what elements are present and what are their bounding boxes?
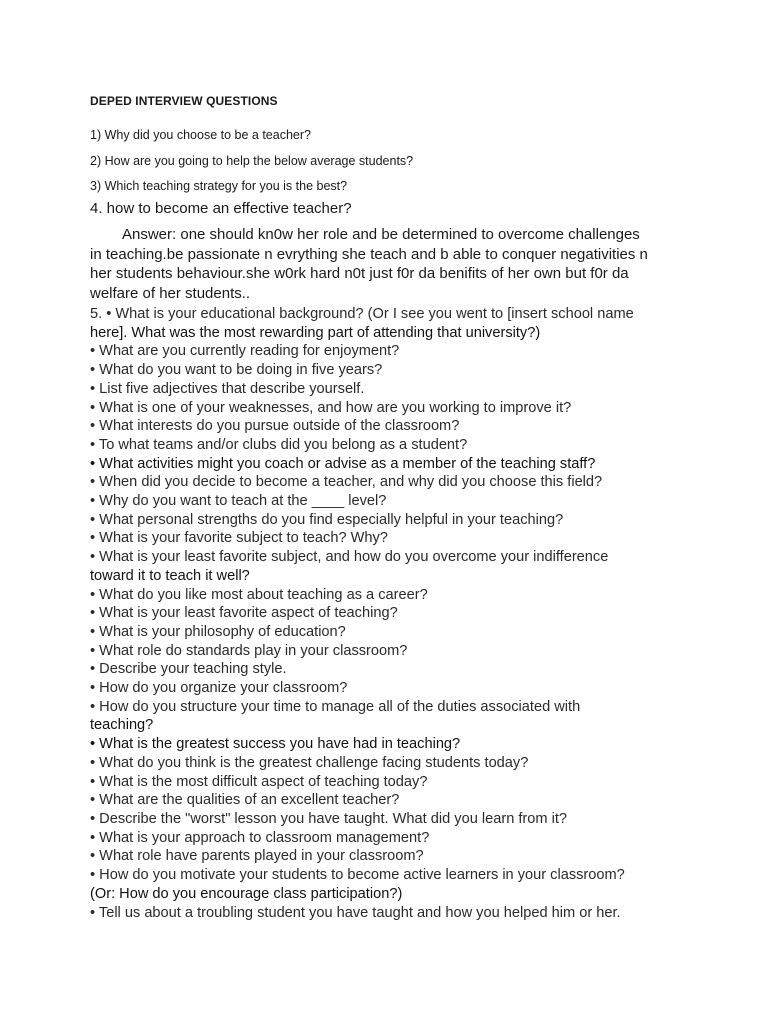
list-line: • What role do standards play in your classroom? <box>90 642 408 659</box>
list-line: toward it to teach it well? <box>90 567 250 584</box>
answer-line: her students behaviour.she w0rk hard n0t just f0r da benifits of her own but f0r da <box>90 265 629 282</box>
list-line: • What role have parents played in your classroom? <box>90 848 424 865</box>
list-line: • How do you structure your time to manage all of the duties associated with <box>90 698 581 715</box>
list-line: • How do you motivate your students to become active learners in your classroom? <box>90 867 625 884</box>
question-3: 3) Which teaching strategy for you is the best? <box>90 179 348 193</box>
list-line: • What is your least favorite aspect of teaching? <box>90 605 398 622</box>
answer-line: in teaching.be passionate n evrything she teach and b able to conquer negativities n <box>90 245 648 263</box>
list-line: • List five adjectives that describe yourself. <box>90 380 365 397</box>
list-line: teaching? <box>90 717 154 734</box>
list-line: • How do you organize your classroom? <box>90 680 348 697</box>
question-2: 2) How are you going to help the below average students? <box>90 154 414 168</box>
list-line: 5. • What is your educational background? (Or I see you went to [insert school name <box>90 306 634 322</box>
document-title: DEPED INTERVIEW QUESTIONS <box>90 94 278 108</box>
list-line: • What is your favorite subject to teach? Why? <box>90 530 388 547</box>
list-line: • What is the greatest success you have had in teaching? <box>90 736 461 753</box>
list-line: • What is your approach to classroom management? <box>90 829 430 846</box>
list-line: • What is your least favorite subject, and how do you overcome your indifference <box>90 549 609 566</box>
answer-line: welfare of her students.. <box>90 284 251 302</box>
list-line: (Or: How do you encourage class participation?) <box>90 885 403 902</box>
question-4: 4. how to become an effective teacher? <box>90 200 352 217</box>
question-1: 1) Why did you choose to be a teacher? <box>90 128 311 142</box>
list-line: • Tell us about a troubling student you have taught and how you helped him or her. <box>90 904 621 921</box>
list-line: • What are the qualities of an excellent teacher? <box>90 792 400 809</box>
list-line: • What is one of your weaknesses, and how are you working to improve it? <box>90 399 572 416</box>
list-line: • What do you like most about teaching as a career? <box>90 586 428 603</box>
list-line: • What do you want to be doing in five years? <box>90 362 383 379</box>
list-line: • Describe your teaching style. <box>90 661 287 678</box>
list-line: • What interests do you pursue outside of the classroom? <box>90 418 460 435</box>
list-line: • What are you currently reading for enjoyment? <box>90 343 400 360</box>
list-line: here]. What was the most rewarding part of attending that university?) <box>90 324 541 341</box>
list-line: • To what teams and/or clubs did you belong as a student? <box>90 436 468 453</box>
list-line: • What activities might you coach or advise as a member of the teaching staff? <box>90 455 596 472</box>
list-line: • What is your philosophy of education? <box>90 623 346 640</box>
list-line: • What do you think is the greatest challenge facing students today? <box>90 754 529 771</box>
list-line: • What is the most difficult aspect of teaching today? <box>90 773 428 790</box>
answer-block <box>90 225 690 303</box>
list-line: • Describe the "worst" lesson you have taught. What did you learn from it? <box>90 810 568 827</box>
answer-line: Answer: one should kn0w her role and be determined to overcome challenges <box>122 226 640 243</box>
list-line: • Why do you want to teach at the ____ level? <box>90 493 387 510</box>
list-line: • What personal strengths do you find especially helpful in your teaching? <box>90 511 564 528</box>
list-line: • When did you decide to become a teacher, and why did you choose this field? <box>90 474 603 491</box>
question-list <box>90 305 690 922</box>
